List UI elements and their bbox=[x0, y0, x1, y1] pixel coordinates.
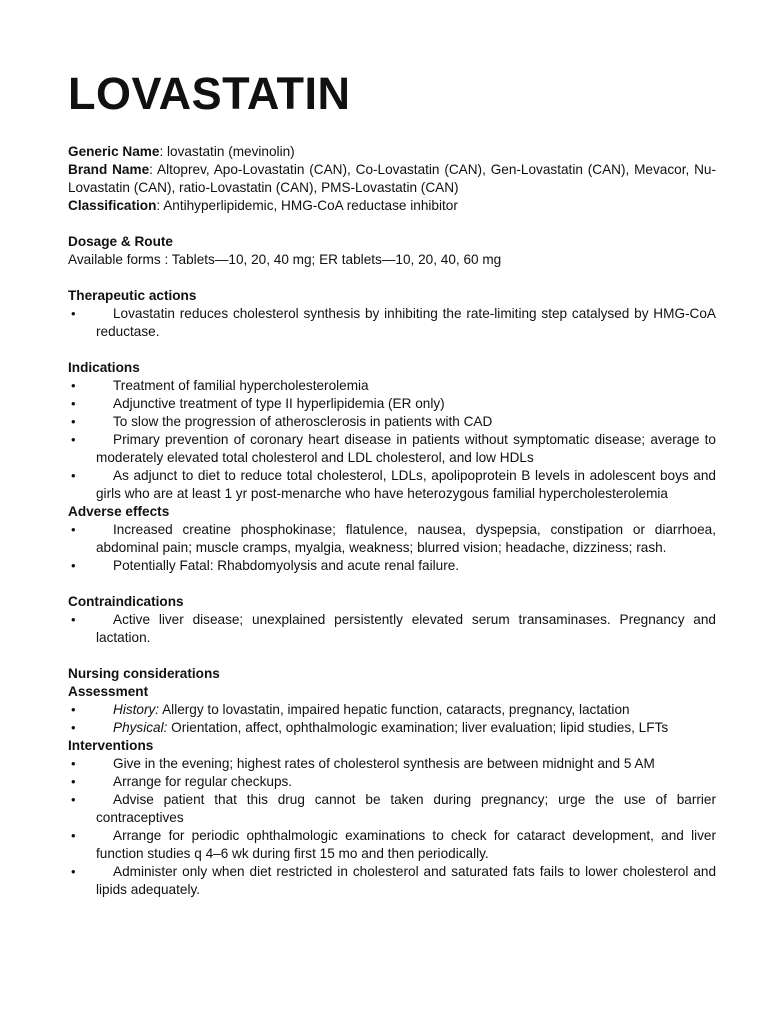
contraindications-list bbox=[68, 611, 716, 647]
classification-label: Classification bbox=[68, 198, 157, 213]
list-item: • Primary prevention of coronary heart disease in patients without symptomatic disease; average to moderately elevated total cholesterol and LDL cholesterol, and low HDLs bbox=[71, 432, 716, 465]
bullet-icon: • bbox=[71, 468, 76, 483]
adverse-heading: Adverse effects bbox=[68, 504, 170, 519]
list-item: • As adjunct to diet to reduce total cholesterol, LDLs, apolipoprotein B levels in adolescent boys and girls who are at least 1 yr post-menarche who have heterozygous familial hypercholesterolemia bbox=[71, 468, 716, 501]
dosage-heading: Dosage & Route bbox=[68, 234, 173, 249]
list-item: • Give in the evening; highest rates of cholesterol synthesis are between midnight and 5 AM bbox=[71, 756, 655, 771]
generic-name-line bbox=[68, 143, 716, 161]
list-item: • Increased creatine phosphokinase; flatulence, nausea, dyspepsia, constipation or diarrhoea, abdominal pain; muscle cramps, myalgia, weakness; blurred vision; headache, dizziness; rash. bbox=[71, 522, 716, 555]
indications-heading: Indications bbox=[68, 360, 140, 375]
dosage-text: Available forms : Tablets—10, 20, 40 mg; ER tablets—10, 20, 40, 60 mg bbox=[68, 252, 502, 267]
history-label: History: bbox=[113, 702, 160, 717]
brand-name-value: : Altoprev, Apo-Lovastatin (CAN), Co-Lovastatin (CAN), Gen-Lovastatin (CAN), Mevacor, Nu-Lovastatin (CAN), ratio-Lovastatin (CAN), PMS-Lovastatin (CAN) bbox=[68, 162, 716, 195]
generic-name-label: Generic Name bbox=[68, 144, 160, 159]
therapeutic-list bbox=[68, 305, 716, 341]
bullet-icon: • bbox=[71, 414, 76, 429]
classification-line bbox=[68, 197, 716, 215]
list-item: • Treatment of familial hypercholesterolemia bbox=[71, 378, 369, 393]
bullet-icon: • bbox=[71, 828, 76, 843]
list-item: • Adjunctive treatment of type II hyperlipidemia (ER only) bbox=[71, 396, 445, 411]
interventions-list bbox=[68, 755, 716, 899]
list-item: • Active liver disease; unexplained persistently elevated serum transaminases. Pregnancy and lactation. bbox=[71, 612, 716, 645]
list-item: • Lovastatin reduces cholesterol synthesis by inhibiting the rate-limiting step catalysed by HMG-CoA reductase. bbox=[71, 306, 716, 339]
drug-meta bbox=[68, 143, 716, 215]
bullet-icon: • bbox=[71, 522, 76, 537]
bullet-icon: • bbox=[71, 432, 76, 447]
assessment-heading: Assessment bbox=[68, 684, 149, 699]
indications-list bbox=[68, 377, 716, 503]
interventions-heading: Interventions bbox=[68, 738, 154, 753]
bullet-icon: • bbox=[71, 378, 76, 393]
list-item: • Potentially Fatal: Rhabdomyolysis and acute renal failure. bbox=[71, 558, 460, 573]
bullet-icon: • bbox=[71, 756, 76, 771]
therapeutic-heading: Therapeutic actions bbox=[68, 288, 197, 303]
list-item: • Arrange for periodic ophthalmologic examinations to check for cataract development, and liver function studies q 4–6 wk during first 15 mo and then periodically. bbox=[71, 828, 716, 861]
list-item: • Physical: Orientation, affect, ophthalmologic examination; liver evaluation; lipid studies, LFTs bbox=[71, 720, 669, 735]
brand-name-line bbox=[68, 161, 716, 197]
list-item: • Arrange for regular checkups. bbox=[71, 774, 293, 789]
bullet-icon: • bbox=[71, 864, 76, 879]
contraindications-heading: Contraindications bbox=[68, 594, 184, 609]
list-item: • Advise patient that this drug cannot be taken during pregnancy; urge the use of barrier contraceptives bbox=[71, 792, 716, 825]
adverse-list bbox=[68, 521, 716, 575]
list-item: • To slow the progression of atherosclerosis in patients with CAD bbox=[71, 414, 493, 429]
bullet-icon: • bbox=[71, 612, 76, 627]
classification-value: : Antihyperlipidemic, HMG-CoA reductase inhibitor bbox=[156, 198, 458, 213]
generic-name-value: : lovastatin (mevinolin) bbox=[159, 144, 295, 159]
physical-label: Physical: bbox=[113, 720, 168, 735]
bullet-icon: • bbox=[71, 774, 76, 789]
list-item: • History: Allergy to lovastatin, impaired hepatic function, cataracts, pregnancy, lactation bbox=[71, 702, 630, 717]
brand-name-label: Brand Name bbox=[68, 162, 150, 177]
nursing-heading: Nursing considerations bbox=[68, 666, 220, 681]
bullet-icon: • bbox=[71, 702, 76, 717]
bullet-icon: • bbox=[71, 720, 76, 735]
bullet-icon: • bbox=[71, 396, 76, 411]
page-title: LOVASTATIN bbox=[68, 68, 351, 119]
list-item: • Administer only when diet restricted in cholesterol and saturated fats fails to lower cholesterol and lipids adequately. bbox=[71, 864, 716, 897]
assessment-list bbox=[68, 701, 716, 737]
bullet-icon: • bbox=[71, 792, 76, 807]
bullet-icon: • bbox=[71, 306, 76, 321]
bullet-icon: • bbox=[71, 558, 76, 573]
